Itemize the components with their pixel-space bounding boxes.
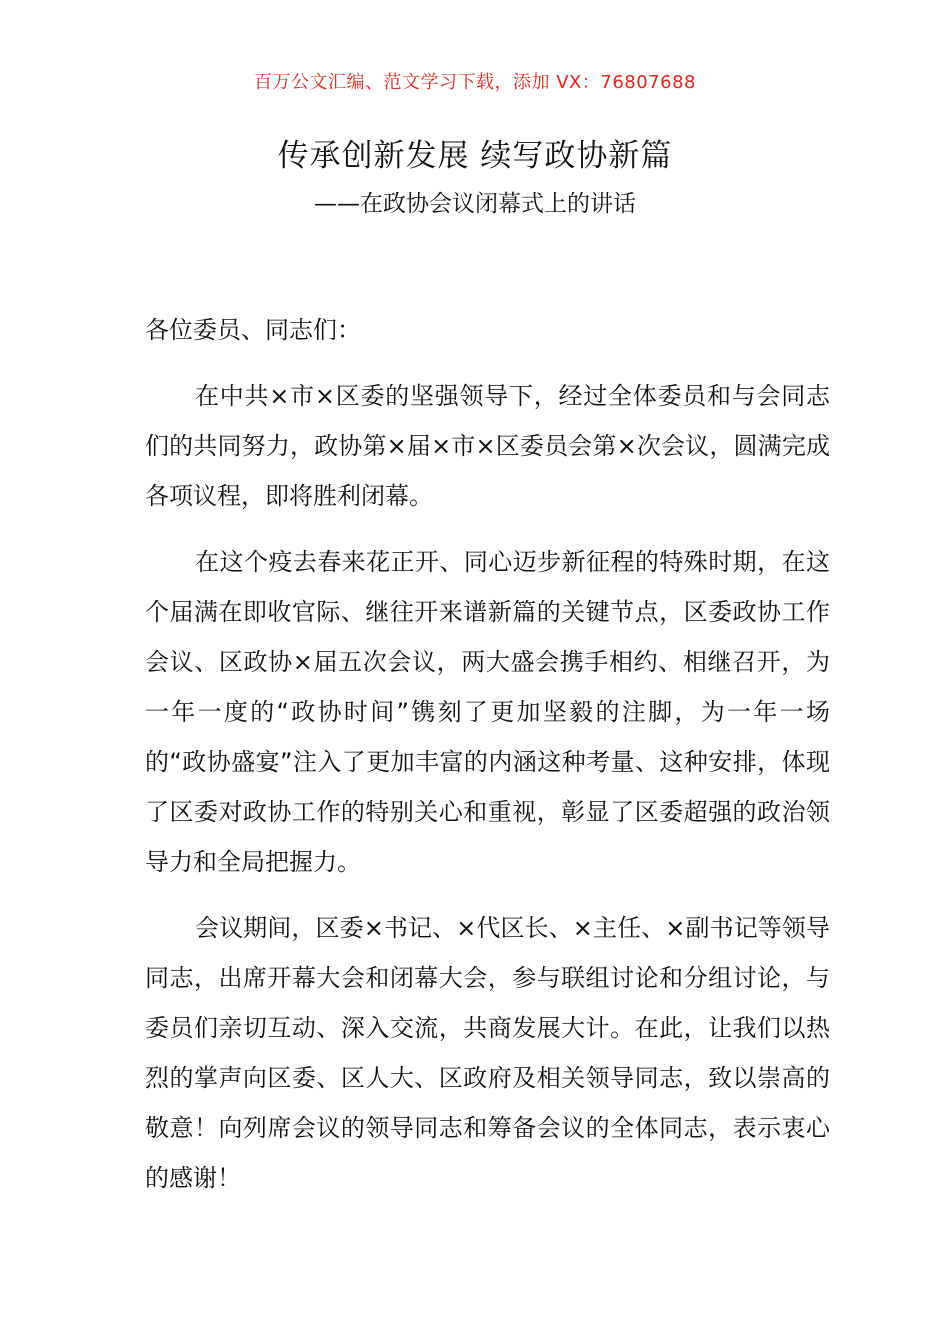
- salutation: 各位委员、同志们：: [145, 316, 361, 344]
- paragraph-3: 会议期间，区委×书记、×代区长、×主任、×副书记等领导同志，出席开幕大会和闭幕大会，参与联组讨论和分组讨论，与委员们亲切互动、深入交流，共商发展大计。在此，让我们以热烈的掌声向区委、区人大、区政府及相关领导同志，致以崇高的敬意！向列席会议的领导同志和筹备会议的全体同志，表示衷心的感谢！: [145, 914, 830, 1192]
- document-title: 传承创新发展 续写政协新篇: [277, 138, 673, 174]
- document-body: [145, 305, 830, 1219]
- document-subtitle: ——在政协会议闭幕式上的讲话: [314, 191, 636, 217]
- paragraph-1: 在中共×市×区委的坚强领导下，经过全体委员和与会同志们的共同努力，政协第×届×市×区委员会第×次会议，圆满完成各项议程，即将胜利闭幕。: [145, 382, 830, 510]
- paragraph-2: 在这个疫去春来花正开、同心迈步新征程的特殊时期，在这个届满在即收官际、继往开来谱新篇的关键节点，区委政协工作会议、区政协×届五次会议，两大盛会携手相约、相继召开，为一年一度的“政协时间”镌刻了更加坚毅的注脚，为一年一场的“政协盛宴”注入了更加丰富的内涵这种考量、这种安排，体现了区委对政协工作的特别关心和重视，彰显了区委超强的政治领导力和全局把握力。: [145, 548, 830, 876]
- promo-banner: 百万公文汇编、范文学习下载，添加 VX：76807688: [254, 72, 696, 93]
